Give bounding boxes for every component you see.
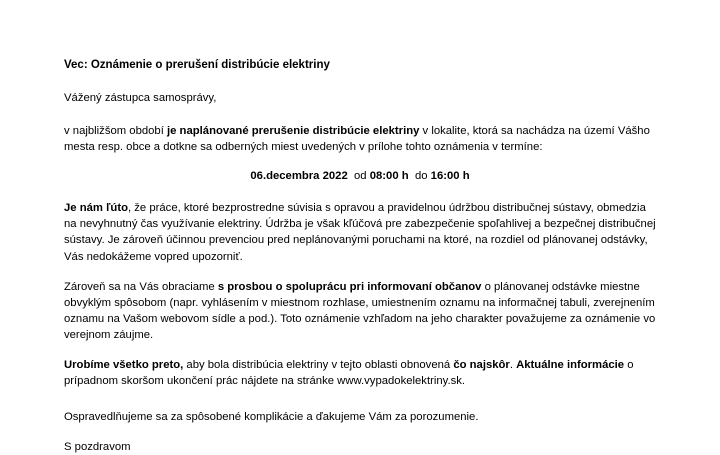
- paragraph-cooperation: [64, 279, 656, 343]
- cooperation-before: Zároveň sa na Vás obraciame: [64, 280, 218, 293]
- intro-text-before: v najbližšom období: [64, 124, 167, 137]
- cooperation-bold: s prosbou o spoluprácu pri informovaní občanov: [217, 280, 482, 293]
- paragraph-apology-closing: Ospravedlňujeme sa za spôsobené komplikácie a ďakujeme Vám za porozumenie.: [64, 410, 479, 423]
- outage-from-time: 08:00 h: [369, 169, 409, 182]
- intro-text-after: v lokalite, ktorá sa nachádza na území Vášho mesta resp. obce a dotkne sa odberných miest uvedených v prílohe tohto oznámenia v termíne:: [64, 124, 650, 153]
- document-signoff: S pozdravom: [64, 440, 131, 453]
- document-subject: Vec: Oznámenie o prerušení distribúcie elektriny: [64, 59, 330, 71]
- document-body: [64, 58, 656, 455]
- sorry-rest: , že práce, ktoré bezprostredne súvisia s opravou a pravidelnou údržbou distribučnej sústavy, obmedzia na nevyhnutný čas využívanie elektriny. Údržba je však kľúčová pre zabezpečenie spoľahlivej a bezpečnej distribučnej sústavy. Je zároveň účinnou prevenciou pred neplánovanými poruchami na ktoré, na rozdiel od plánovanej odstávky, Vás nedokážeme vopred upozorniť.: [64, 202, 656, 263]
- paragraph-apology-works: [64, 200, 656, 264]
- cooperation-after: o plánovanej odstávke miestne obvyklým spôsobom (napr. vyhlásením v miestnom rozhlase, umiestnením oznamu na informačnej tabuli, zverejnením oznamu na Vašom webovom sídle a pod.). Toto oznámenie vzhľadom na jeho charakter považujeme za oznámenie vo verejnom záujme.: [64, 280, 656, 341]
- outage-from-label: od: [354, 169, 367, 182]
- paragraph-intro: [64, 123, 656, 155]
- effort-bold-3: Aktuálne informácie: [516, 358, 625, 371]
- paragraph-effort: [64, 357, 656, 389]
- outage-to-label: do: [414, 169, 428, 182]
- outage-date: 06.decembra 2022: [250, 169, 348, 182]
- intro-text-bold: je naplánované prerušenie distribúcie elektriny: [167, 124, 420, 137]
- effort-bold-1: Urobíme všetko preto,: [64, 358, 184, 371]
- outage-term-line: [64, 169, 656, 185]
- sorry-bold: Je nám ľúto: [64, 202, 128, 215]
- effort-mid-2: .: [509, 358, 517, 371]
- outage-to-time: 16:00 h: [430, 169, 470, 182]
- effort-bold-2: čo najskôr: [453, 358, 510, 371]
- effort-after: o prípadnom skoršom ukončení prác nájdete na stránke www.vypadokelektriny.sk.: [64, 358, 634, 387]
- document-greeting: Vážený zástupca samosprávy,: [64, 91, 217, 104]
- effort-mid-1: aby bola distribúcia elektriny v tejto oblasti obnovená: [183, 358, 454, 371]
